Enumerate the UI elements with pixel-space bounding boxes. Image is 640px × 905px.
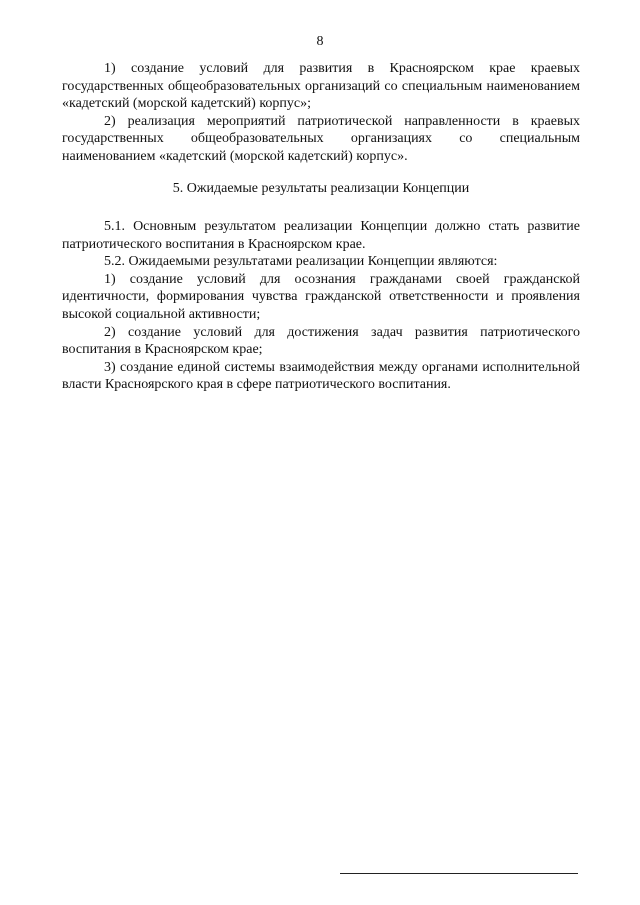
list-item: 1) создание условий для осознания гражданами своей гражданской идентичности, формирования чувства гражданской ответственности и проявления высокой социальной активности; [62, 271, 580, 322]
paragraph: 5.1. Основным результатом реализации Концепции должно стать развитие патриотического воспитания в Красноярском крае. [62, 219, 580, 252]
list-item: 3) создание единой системы взаимодействия между органами исполнительной власти Красноярского края в сфере патриотического воспитания. [62, 359, 580, 393]
list-item: 1) создание условий для развития в Красноярском крае краевых государственных общеобразовательных организаций со специальным наименованием «кадетский (морской кадетский) корпус»; [62, 61, 580, 112]
section-heading: 5. Ожидаемые результаты реализации Концепции [172, 181, 470, 196]
footer-rule [340, 873, 578, 874]
page-number: 8 [316, 34, 324, 49]
paragraph: 5.2. Ожидаемыми результатами реализации Концепции являются: [104, 254, 498, 270]
section-body [62, 218, 580, 394]
list-item: 2) реализация мероприятий патриотической направленности в краевых государственных общеобразовательных организациях со специальным наименованием «кадетский (морской кадетский) корпус». [62, 113, 580, 164]
continued-list [62, 60, 580, 166]
list-item: 2) создание условий для достижения задач развития патриотического воспитания в Красноярском крае; [62, 324, 580, 358]
